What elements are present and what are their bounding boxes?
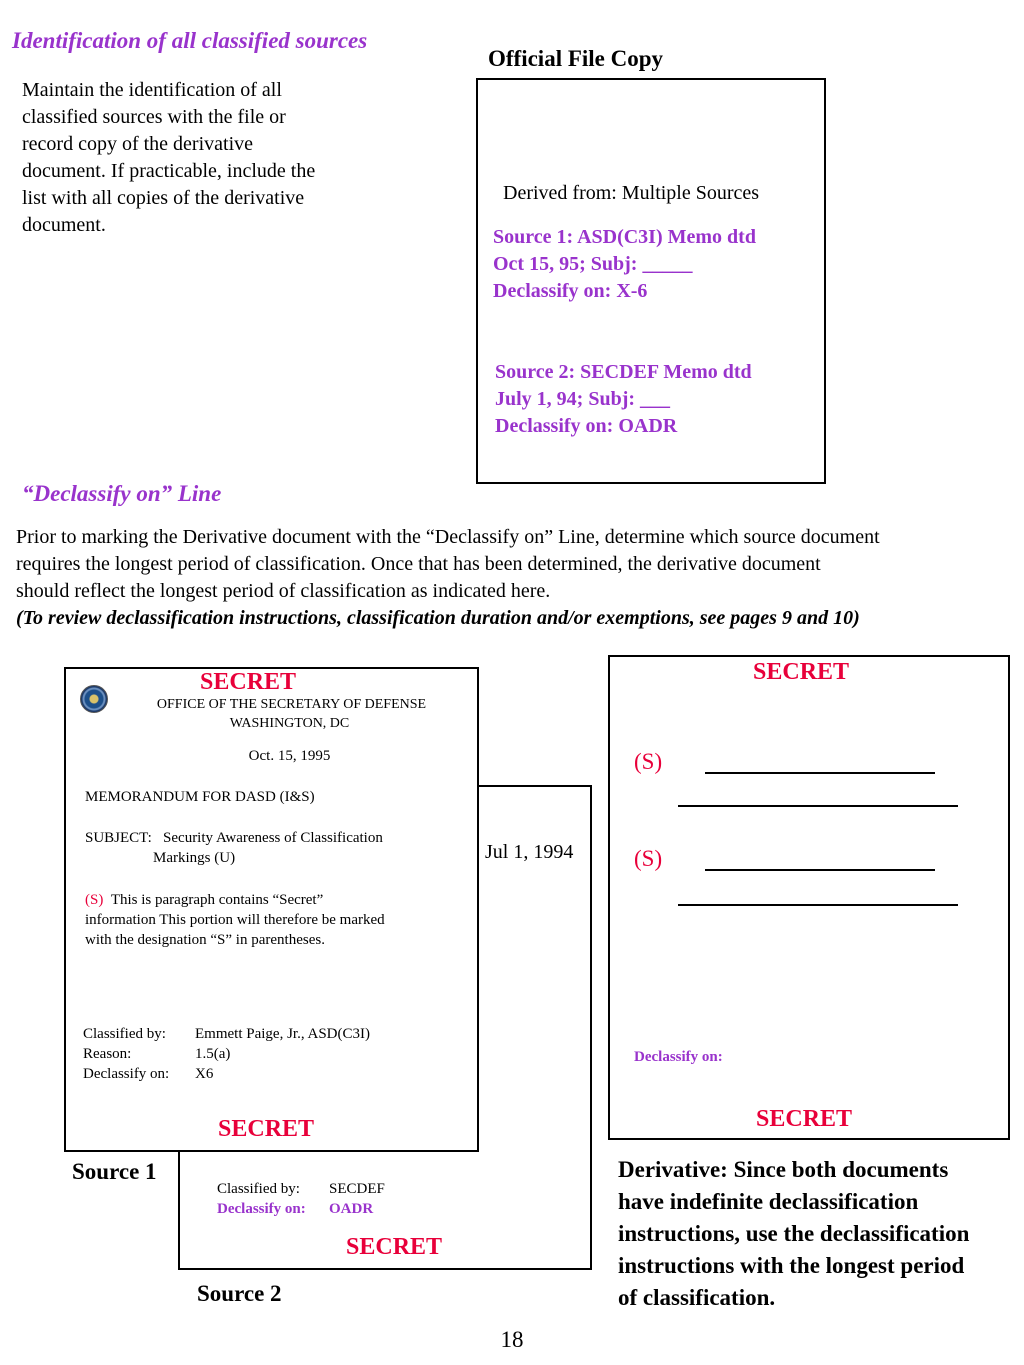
caption-line: have indefinite declassification	[618, 1189, 919, 1214]
file-copy-title: Official File Copy	[488, 46, 664, 71]
reason-label: Reason:	[83, 1046, 132, 1062]
memo-date: Oct. 15, 1995	[248, 748, 331, 764]
file-copy-box	[476, 78, 826, 484]
declassify-on-label: Declassify on:	[83, 1066, 170, 1082]
citation-line: Source 2: SECDEF Memo dtd	[495, 361, 752, 383]
section-heading-declassify: “Declassify on” Line	[22, 481, 222, 506]
derivative-caption	[618, 1154, 1022, 1314]
declassify-on-label: Declassify on:	[217, 1201, 306, 1217]
source1-citation	[493, 224, 756, 305]
caption-line: of classification.	[618, 1285, 776, 1310]
paragraph-line: record copy of the derivative	[22, 133, 254, 155]
paragraph-line: should reflect the longest period of classification as indicated here.	[16, 580, 551, 602]
caption-line: instructions, use the declassification	[618, 1221, 970, 1246]
blank-line	[678, 805, 958, 807]
classified-by-value: Emmett Paige, Jr., ASD(C3I)	[195, 1026, 370, 1042]
sources-paragraph	[22, 77, 382, 239]
memo-for: MEMORANDUM FOR DASD (I&S)	[85, 789, 315, 805]
derived-from-line: Derived from: Multiple Sources	[503, 182, 760, 204]
citation-line: Declassify on: OADR	[495, 415, 678, 437]
subject-label: SUBJECT:	[85, 830, 152, 846]
paragraph-line: document. If practicable, include the	[22, 160, 316, 182]
source2-caption: Source 2	[197, 1281, 282, 1306]
subject-text: Security Awareness of Classification	[163, 830, 383, 846]
caption-line: Derivative: Since both documents	[618, 1157, 949, 1182]
portion-mark: (S)	[634, 846, 663, 871]
secret-marking-bottom: SECRET	[756, 1106, 853, 1132]
blank-line	[705, 772, 935, 774]
declassify-on-value: OADR	[329, 1201, 374, 1217]
citation-line: Declassify on: X-6	[493, 280, 648, 302]
secret-marking-bottom: SECRET	[346, 1234, 443, 1260]
source1-classification-block	[83, 1024, 370, 1084]
source2-date: Jul 1, 1994	[485, 841, 574, 863]
blank-line	[678, 904, 958, 906]
declassify-paragraph	[16, 524, 1016, 632]
secret-marking-top: SECRET	[753, 659, 850, 685]
letterhead-city: WASHINGTON, DC	[229, 716, 350, 731]
paragraph-line: This is paragraph contains “Secret”	[110, 892, 324, 908]
reason-value: 1.5(a)	[195, 1046, 231, 1062]
paragraph-line: information This portion will therefore be marked	[85, 912, 385, 928]
paragraph-line: Maintain the identification of all	[22, 79, 282, 101]
paragraph-line: requires the longest period of classification. Once that has been determined, the derivative document	[16, 553, 821, 575]
portion-mark: (S)	[634, 749, 663, 774]
classified-by-label: Classified by:	[83, 1026, 166, 1042]
declassify-on-value: X6	[195, 1066, 214, 1082]
declassify-on-label: Declassify on:	[634, 1049, 723, 1065]
section-heading-sources: Identification of all classified sources	[12, 28, 368, 53]
citation-line: Oct 15, 95; Subj: _____	[493, 253, 693, 275]
derivative-document	[608, 655, 1010, 1140]
paragraph-line: with the designation “S” in parentheses.	[85, 932, 325, 948]
page-number: 18	[500, 1327, 524, 1352]
review-note: (To review declassification instructions, classification duration and/or exemptions, see pages 9 and 10)	[16, 607, 860, 629]
source1-document	[64, 667, 479, 1152]
memo-paragraph	[85, 890, 465, 950]
citation-line: Source 1: ASD(C3I) Memo dtd	[493, 226, 756, 248]
letterhead-office: OFFICE OF THE SECRETARY OF DEFENSE	[156, 697, 427, 712]
paragraph-line: list with all copies of the derivative	[22, 187, 305, 209]
source2-citation	[495, 359, 752, 440]
portion-mark: (S)	[85, 892, 104, 908]
subject-text-cont: Markings (U)	[153, 850, 236, 866]
source2-classification-block	[217, 1179, 385, 1219]
secret-marking-bottom: SECRET	[218, 1116, 315, 1142]
source1-caption: Source 1	[72, 1159, 157, 1184]
paragraph-line: classified sources with the file or	[22, 106, 286, 128]
citation-line: July 1, 94; Subj: ___	[495, 388, 671, 410]
letterhead	[66, 695, 477, 714]
paragraph-line: document.	[22, 214, 106, 236]
blank-line	[705, 869, 935, 871]
classified-by-value: SECDEF	[329, 1181, 385, 1197]
paragraph-line: Prior to marking the Derivative document with the “Declassify on” Line, determine which source document	[16, 526, 880, 548]
caption-line: instructions with the longest period	[618, 1253, 965, 1278]
memo-subject	[85, 828, 465, 868]
secret-marking-top: SECRET	[200, 669, 297, 695]
classified-by-label: Classified by:	[217, 1181, 300, 1197]
